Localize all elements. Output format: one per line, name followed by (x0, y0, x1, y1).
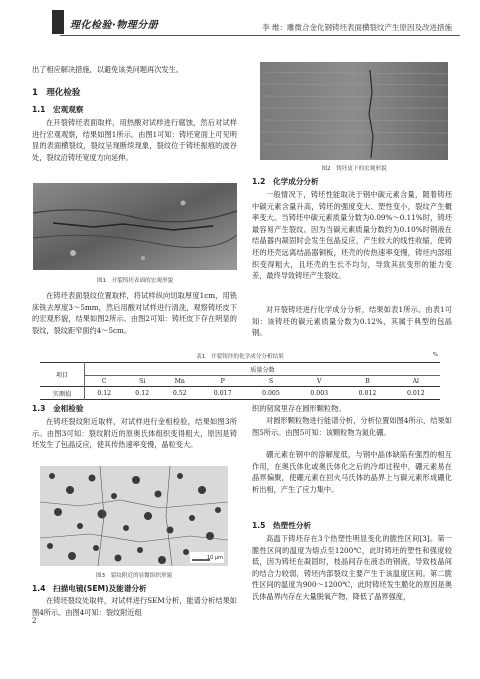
table-cell: 0.52 (172, 389, 187, 397)
header-rule (60, 35, 460, 36)
table-1-col-header: Mn (174, 377, 185, 385)
table-cell: 0.017 (213, 389, 232, 397)
intro-line: 出了相应解决措施，以避免该类问题再次发生。 (32, 65, 183, 74)
section-1-1-paragraph-1: 在开裂铸坯表面取样，用热酸对试样进行腐蚀，然后对试样进行宏观观察，结果如图1所示。由图1可知：铸坯宽面上可见明显的表面横裂纹，裂纹呈现断续现象，裂纹位于铸坯振痕的波谷处，裂纹沿铸坯宽度方向延伸。 (32, 118, 237, 162)
table-1-col-header: Al (412, 377, 420, 385)
table-1-title: 表1 开裂铸坯的化学成分分析结果 (196, 354, 284, 360)
table-1 (40, 352, 440, 400)
figure-1-image (33, 183, 237, 270)
journal-logo-mark (52, 10, 64, 34)
table-1-group-header: 质量分数 (85, 363, 441, 376)
table-1-item-header: 项目 (40, 363, 85, 387)
table-cell: 0.003 (310, 389, 329, 397)
table-1-col-header: Si (139, 377, 146, 385)
col2-paragraph-3: 硼元素在钢中的溶解度低，与钢中晶体缺陷有强烈的相互作用，在奥氏体化或奥氏体化之后的冷却过程中，硼元素易在晶界偏聚，使硼元素在回火马氏体的晶界上与碳元素形成硼化析出相，产生了应力集中。 (252, 450, 452, 494)
section-1-1-paragraph-2: 在铸坯表面裂纹位置取样，将试样纵向切取厚度1cm，用铣床铣去厚度3～5mm，然后用酸对试样进行清洗，观察铸坯皮下的宏观形貌，结果如图2所示。由图2可知：铸坯皮下存在明显的裂纹，裂纹距窄面约4～5cm。 (32, 291, 237, 335)
table-cell: 0.12 (97, 389, 112, 397)
running-title: 李 维：雕微合金化钢铸坯表面横裂纹产生原因及改进措施 (262, 23, 452, 32)
section-1-3-heading: 1.3 金相检验 (32, 404, 84, 413)
figure-3-scale-label: 10 μm (206, 555, 223, 561)
figure-3-image (40, 466, 228, 566)
col2-paragraph-1: 织的韧窝里存在圆形颗粒物。 (252, 404, 346, 413)
figure-3-caption: 图3 裂纹附近的显微组织形貌 (95, 573, 173, 579)
section-1-2-heading: 1.2 化学成分分析 (252, 177, 319, 186)
col2-paragraph-2: 对圆形颗粒物进行能谱分析，分析位置如图4所示，结果如图5所示。由图5可知：该颗粒物为氮化硼。 (252, 416, 452, 437)
section-1-4-paragraph-1: 在铸坯裂纹处取样，对试样进行SEM分析，能谱分析结果如图4所示。由图4可知：裂纹附近组 (32, 596, 237, 617)
section-1-5-heading: 1.5 热塑性分析 (252, 521, 312, 530)
table-cell: 0.012 (406, 389, 425, 397)
table-1-col-header: C (101, 377, 107, 385)
section-1-2-paragraph-2: 对开裂铸坯进行化学成分分析，结果如表1所示。由表1可知：该铸坯的碳元素质量分数为0.12%，其属于典型的包晶钢。 (252, 305, 452, 338)
figure-2-caption: 图2 铸坯皮下的宏观形貌 (321, 166, 387, 172)
table-cell: 0.12 (135, 389, 150, 397)
section-1-3-paragraph-1: 在铸坯裂纹附近取样，对试样进行金相检验，结果如图3所示。由图3可知：裂纹附近的原奥氏体组织变得粗大，原因是铸坯发生了包晶反应，使其传热速率变慢，晶粒变大。 (32, 417, 237, 450)
table-1-unit: % (432, 352, 438, 358)
page-number: 2 (32, 617, 37, 625)
table-cell: 0.012 (358, 389, 377, 397)
section-1-2-paragraph-1: 一般情况下，铸坯性能取决于钢中碳元素含量，随着铸坯中碳元素含量升高，铸坯的强度变大、塑性变小，裂纹产生概率变大。当铸坯中碳元素质量分数为0.09%～0.11%时，铸坯最容易产生裂纹。因为当碳元素质量分数约为0.10%时钢液在结晶器内凝固时会发生包晶反应，产生较大的线性收缩，使铸坯的坯壳远离结晶器铜板，坯壳的传热速率变慢，铸坯内部组织变得粗大，且坯壳的生长不均匀，导致其抗变形的能力变差，最终导致铸坯产生裂纹。 (252, 190, 452, 281)
section-1-4-heading: 1.4 扫描电镜(SEM)及能谱分析 (32, 584, 147, 593)
table-cell: 0.005 (262, 389, 280, 397)
table-1-row-label: 实测值 (40, 387, 85, 400)
table-1-col-header: P (220, 377, 225, 385)
table-1-col-header: V (316, 377, 322, 385)
journal-logo-text: 理化检验·物理分册 (70, 20, 159, 31)
section-1-1-heading: 1.1 宏观观察 (32, 105, 84, 114)
table-1-grid (40, 362, 440, 400)
table-1-col-header: B (365, 377, 370, 385)
figure-2-image (260, 62, 448, 160)
section-1-heading: 1 理化检验 (32, 88, 81, 98)
figure-1-caption: 图1 开裂铸坯表面的宏观形貌 (96, 278, 174, 284)
table-1-col-header: S (268, 377, 274, 385)
section-1-5-paragraph-1: 高温下铸坯存在3个热塑性明显变化的脆性区间[3]。第一脆性区间的温度为熔点至1200℃，此时铸坯的塑性和强度较低，因为铸坯在凝固时，枝晶间存在液态的钢液，导致枝晶间的结合力较弱，铸坯内部裂纹主要产生于该温度区间。第二脆性区间的温度为900～1200℃，此时铸坯发生脆化的原因是奥氏体晶界内存在大量脱氧产物，降低了晶界强度， (252, 534, 452, 601)
